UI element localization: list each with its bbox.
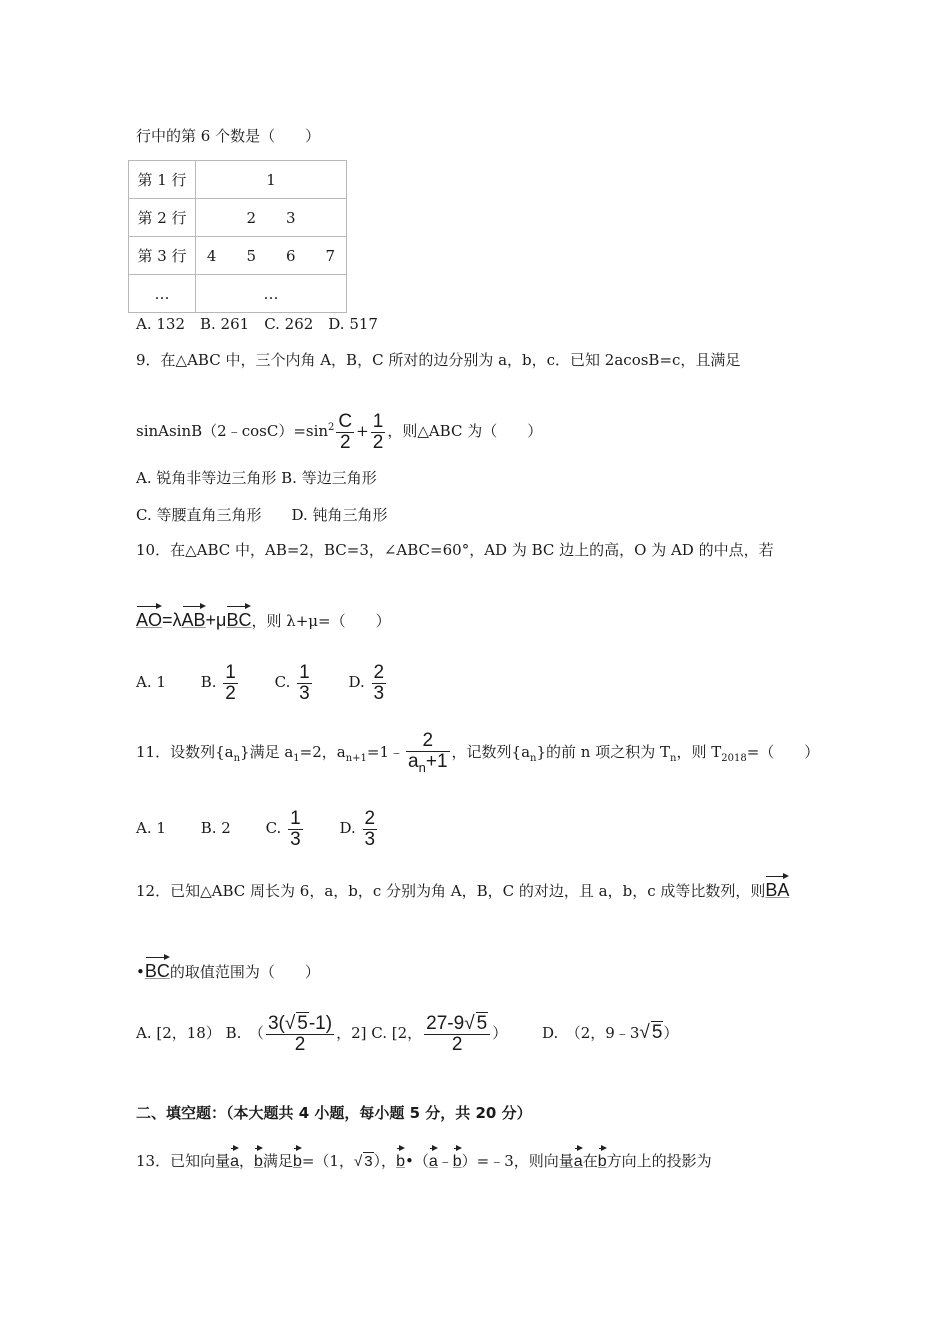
vector-a: a [574, 1146, 583, 1171]
q12-text: 12．已知△ABC 周长为 6，a，b，c 分别为角 A，B，C 的对边，且 a，b，c 成等比数列，则 [136, 882, 766, 900]
frac-num: 1 [299, 661, 310, 683]
q9-line1: 9．在△ABC 中，三个内角 A，B，C 所对的边分别为 a，b，c．已知 2acosB=c，且满足 [136, 351, 741, 369]
q12-options [136, 1008, 678, 1058]
vector-b: b [453, 1146, 462, 1171]
option-a: A. 1 [136, 673, 166, 691]
table-row [129, 237, 347, 275]
vector-ao: AO [136, 604, 162, 629]
option-c: C. [2， [371, 1024, 423, 1042]
row-values: 1 [196, 161, 347, 199]
option-d: D. （2，9﹣3 [542, 1024, 640, 1042]
frac-den: 2 [340, 431, 351, 453]
option-b-tail: ，2] [336, 1024, 367, 1042]
frac-den: 2 [451, 1033, 463, 1055]
q12-line2 [136, 955, 320, 987]
section-heading: 二、填空题：（本大题共 4 小题，每小题 5 分，共 20 分） [136, 1104, 532, 1122]
frac-num: 2 [364, 807, 376, 829]
frac-den: 2 [372, 431, 384, 453]
q13-text: =（1， [301, 1152, 354, 1170]
subscript: 1 [293, 753, 300, 764]
table-row [129, 161, 347, 199]
vector-b: b [396, 1146, 405, 1171]
frac-den: 2 [225, 682, 236, 704]
q9-options-ab: A. 锐角非等边三角形 B. 等边三角形 [136, 469, 377, 487]
subscript: n+1 [345, 753, 367, 764]
table-row [129, 199, 347, 237]
q10-line2 [136, 604, 391, 636]
frac-den-a: a [408, 751, 419, 773]
fraction-b [266, 1014, 334, 1055]
q13-text: 在 [582, 1152, 598, 1170]
q13-text: ﹣ [437, 1152, 453, 1170]
q13-text: ）， [373, 1152, 397, 1170]
option-d: D. [339, 819, 356, 837]
dot-operator: • [136, 963, 145, 981]
vector-ba: BA [765, 874, 789, 899]
vector-a: a [230, 1146, 239, 1171]
q12-text: 的取值范围为（ ） [169, 963, 320, 981]
q10-options [136, 660, 388, 704]
q9-expr: sinAsinB（2﹣cosC）=sin [136, 422, 329, 440]
option-b: B. [200, 673, 217, 691]
num-part: 3( [267, 1012, 285, 1034]
plus-sign: + [356, 422, 369, 440]
q8-prompt-tail: 行中的第 6 个数是（ ） [136, 127, 321, 145]
q9-post: ，则△ABC 为（ ） [387, 422, 543, 440]
frac-num [266, 1014, 334, 1035]
row-values: … [196, 275, 347, 313]
sqrt-icon: √ [284, 1012, 296, 1034]
frac-den: 3 [373, 682, 385, 704]
q11-text: }满足 a [240, 743, 294, 761]
fraction-c [424, 1014, 490, 1055]
row-label: 第 3 行 [129, 237, 196, 275]
row-label: … [129, 275, 196, 313]
radicand: 5 [651, 1022, 663, 1043]
q11-text: =1﹣ [366, 743, 405, 761]
radicand: 5 [297, 1012, 308, 1034]
frac-den: 3 [364, 828, 376, 850]
option-c: C. [274, 673, 291, 691]
vector-bc: BC [226, 604, 251, 629]
num-part: -1) [308, 1012, 333, 1034]
q13-text: 13．已知向量 [136, 1152, 231, 1170]
q11-text: =（ ） [746, 743, 820, 761]
frac-num: 1 [290, 807, 301, 829]
frac-num: 1 [225, 661, 236, 683]
option-c-tail: ） [492, 1024, 508, 1042]
subscript: n [418, 760, 426, 776]
q11-options [136, 806, 379, 850]
q9-sup: 2 [328, 422, 335, 433]
fraction-2-over-3 [372, 663, 387, 704]
frac-den: 2 [294, 1033, 306, 1055]
q11-text: 11．设数列{a [136, 743, 234, 761]
fraction-2-over-an-plus-1 [406, 731, 449, 774]
q12-line1 [136, 874, 789, 906]
option-d: D. [348, 673, 365, 691]
radicand: 5 [476, 1012, 488, 1034]
frac-num: C [338, 410, 353, 432]
q13-text: •（ [404, 1152, 429, 1170]
q13-text: 方向上的投影为 [606, 1152, 712, 1170]
q13-text: ）=﹣3，则向量 [461, 1152, 574, 1170]
table-row [129, 275, 347, 313]
q11-line [136, 730, 819, 781]
sqrt-icon: √ [464, 1012, 475, 1034]
q10-eq: =λ [162, 610, 182, 630]
q13-text: 满足 [262, 1152, 293, 1170]
q13-text: ， [239, 1152, 255, 1170]
row-label: 第 1 行 [129, 161, 196, 199]
vector-bc: BC [145, 955, 170, 980]
q9-line2 [136, 408, 542, 452]
q11-text: ，记数列{a [451, 743, 531, 761]
q10-plus: +μ [205, 610, 227, 630]
fraction-c-over-2 [336, 412, 354, 453]
vector-b: b [598, 1146, 607, 1171]
row-values: 4 5 6 7 [196, 237, 347, 275]
q13-line [136, 1146, 712, 1177]
subscript: n [530, 753, 537, 764]
vector-b: b [254, 1146, 263, 1171]
vector-a: a [429, 1146, 438, 1171]
option-b: B. （ [225, 1024, 264, 1042]
frac-den [406, 752, 449, 774]
number-triangle-table [128, 160, 347, 313]
frac-den-rest: +1 [425, 751, 448, 773]
vector-ab: AB [182, 604, 206, 629]
frac-num: 2 [406, 731, 449, 752]
radicand: 3 [364, 1153, 373, 1170]
option-d-tail: ） [663, 1024, 679, 1042]
option-a: A. 1 [136, 819, 166, 837]
sqrt-icon: √ [353, 1153, 363, 1170]
num-part: 27-9 [426, 1012, 465, 1034]
q11-text: ，则 T [676, 743, 722, 761]
row-values: 2 3 [196, 199, 347, 237]
q10-post: ，则 λ+μ=（ ） [251, 612, 391, 630]
fraction-1-over-3 [288, 809, 303, 850]
q10-line1: 10．在△ABC 中，AB=2，BC=3，∠ABC=60°，AD 为 BC 边上的高，O 为 AD 的中点，若 [136, 541, 774, 559]
option-a: A. [2，18） [136, 1024, 221, 1042]
frac-den: 3 [290, 828, 301, 850]
q11-text: }的前 n 项之积为 T [536, 743, 670, 761]
frac-num: 2 [373, 661, 385, 683]
subscript: 2018 [721, 753, 747, 764]
subscript: n [233, 753, 241, 764]
q11-text: =2，a [299, 743, 346, 761]
fraction-1-over-3 [297, 663, 312, 704]
frac-den: 3 [299, 682, 310, 704]
fraction-2-over-3 [363, 809, 378, 850]
q8-options: A. 132 B. 261 C. 262 D. 517 [136, 315, 378, 333]
sqrt-icon: √ [639, 1022, 650, 1043]
option-c: C. [265, 819, 282, 837]
fraction-1-over-2 [223, 663, 238, 704]
subscript: n [670, 753, 677, 764]
fraction-1-over-2 [371, 412, 386, 453]
option-b: B. 2 [200, 819, 231, 837]
frac-num: 1 [372, 410, 384, 432]
q9-options-cd: C. 等腰直角三角形 D. 钝角三角形 [136, 506, 388, 524]
vector-b: b [293, 1146, 302, 1171]
frac-num [424, 1014, 490, 1035]
row-label: 第 2 行 [129, 199, 196, 237]
